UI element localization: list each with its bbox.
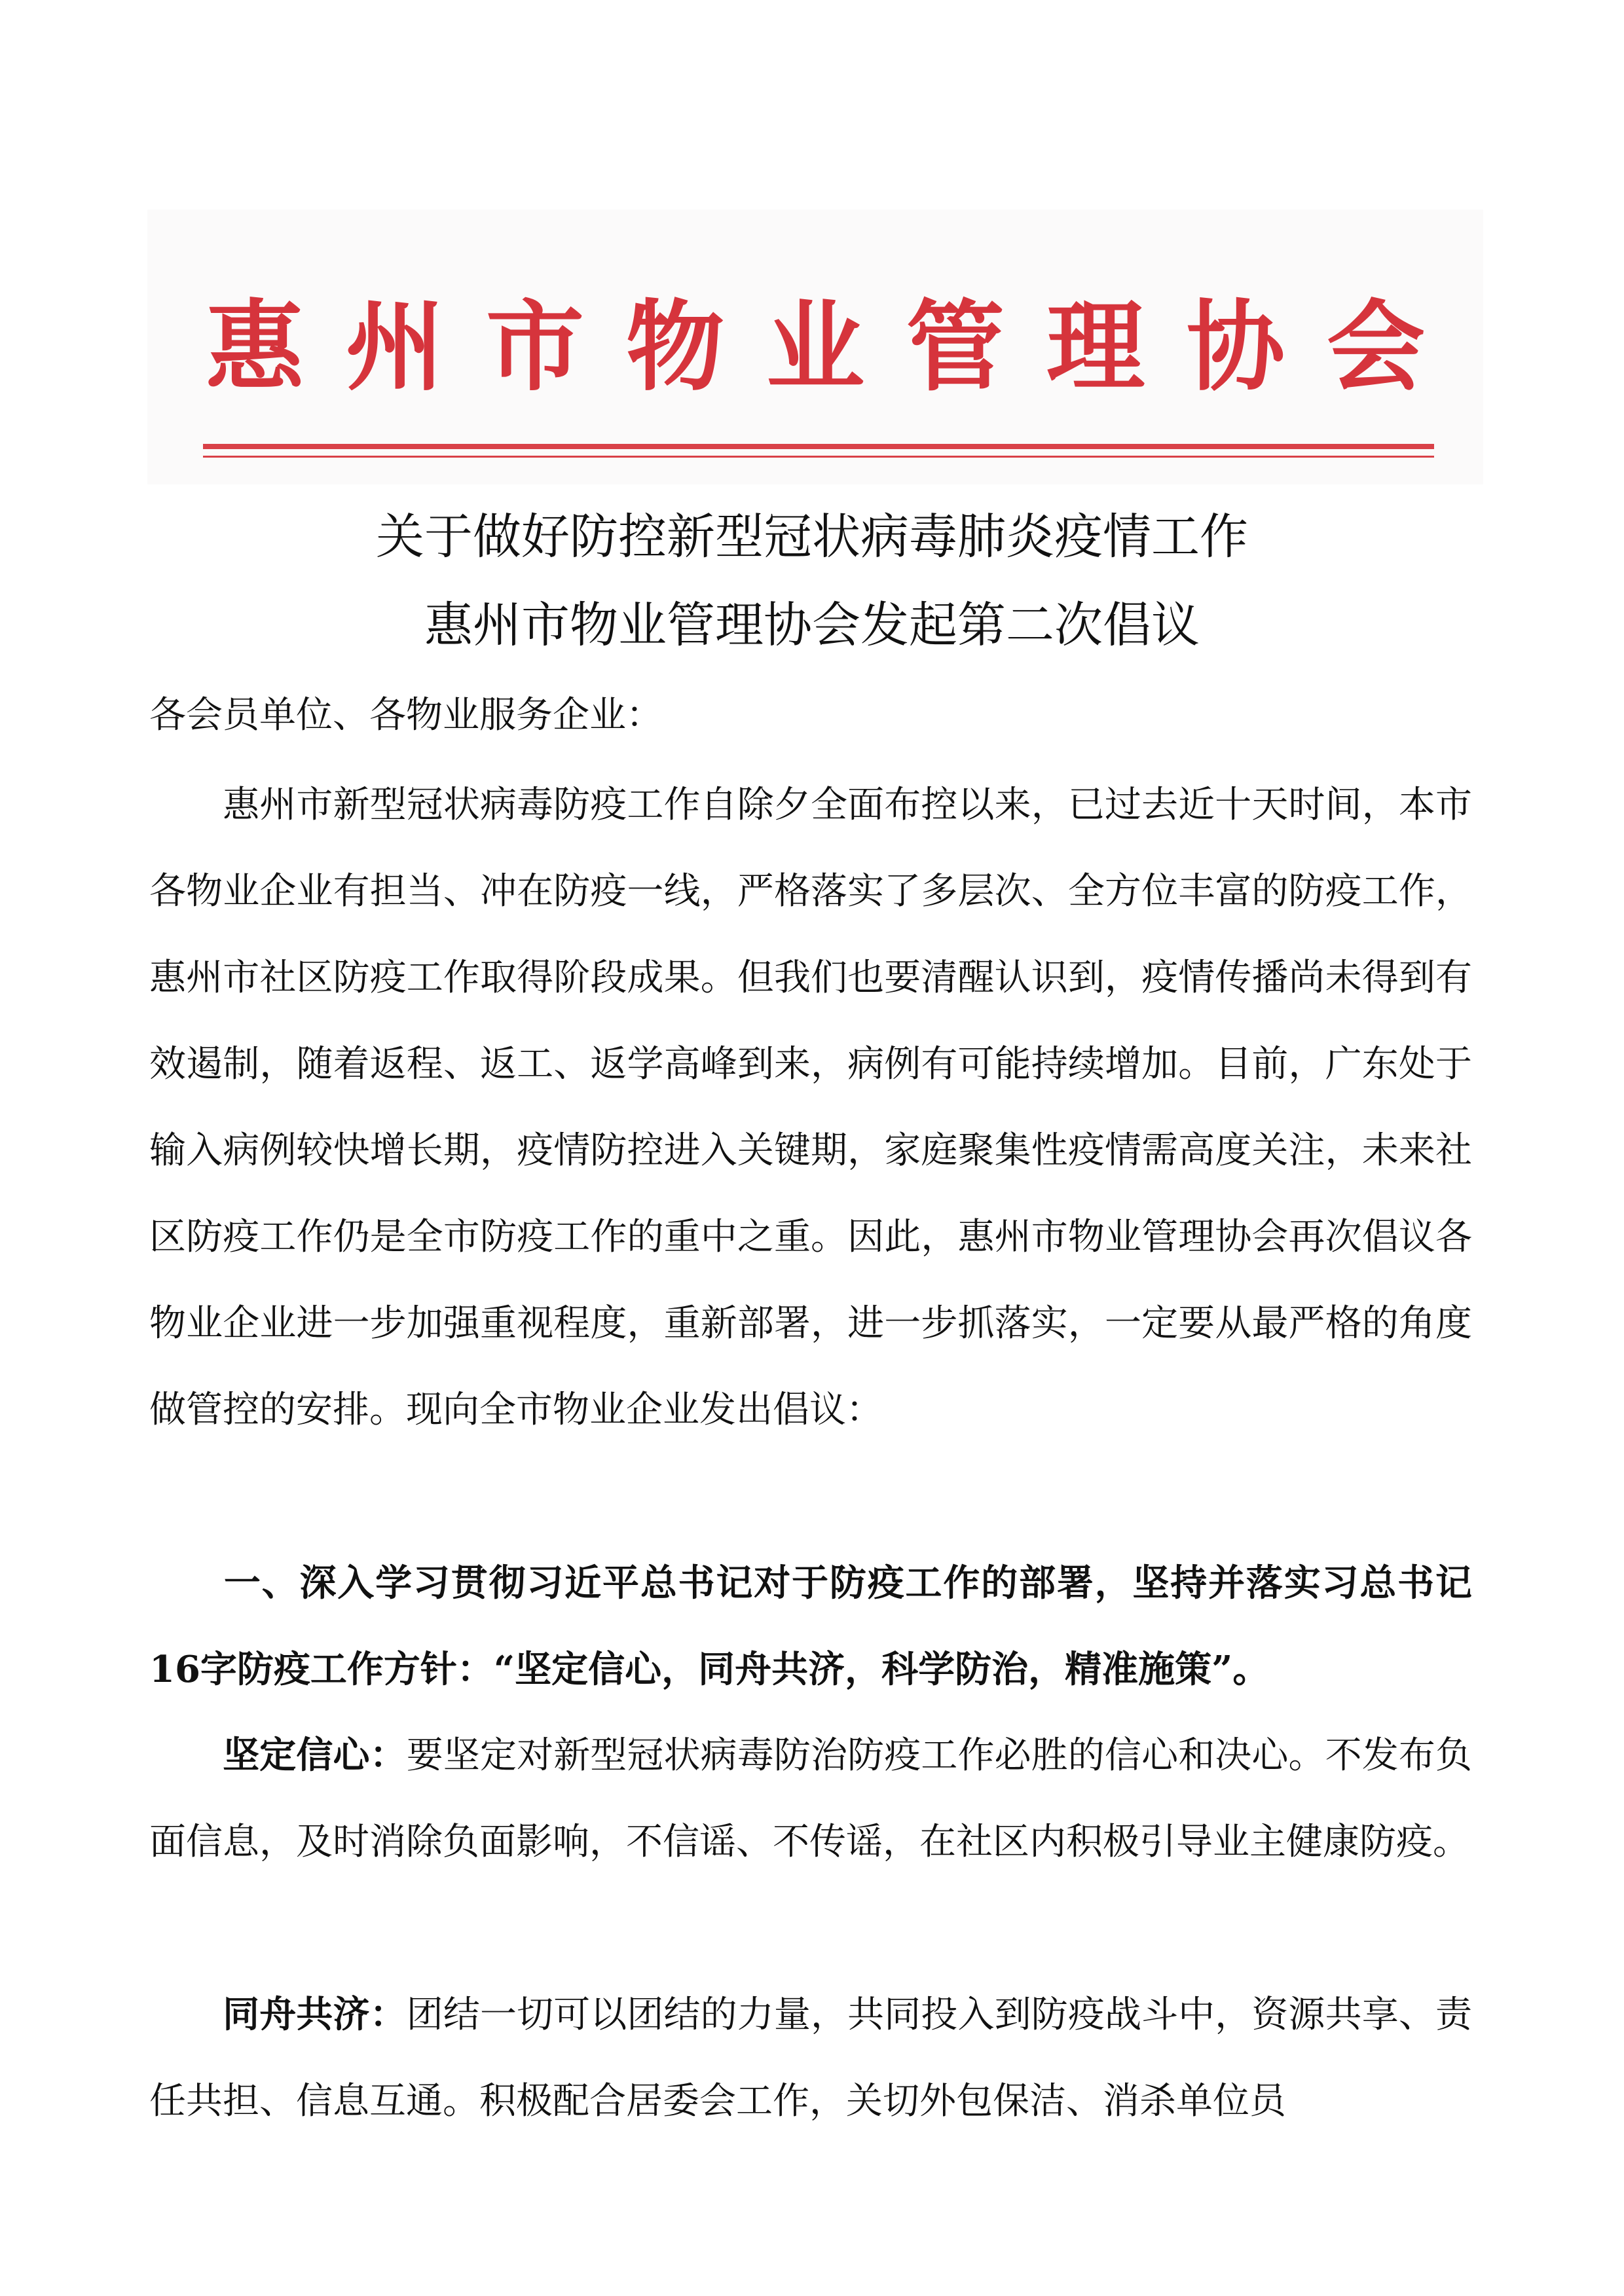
paragraph-introduction	[149, 762, 1472, 1453]
paragraph-solidarity	[149, 1972, 1472, 2145]
paragraph-point-one-text: 一、深入学习贯彻习近平总书记对于防疫工作的部署，坚持并落实习总书记16字防疫工作方针：“坚定信心，同舟共济，科学防治，精准施策”。	[149, 1561, 1472, 1691]
paragraph-confidence	[149, 1713, 1472, 1886]
paragraph-point-one	[149, 1540, 1472, 1713]
paragraph-solidarity-text: 团结一切可以团结的力量，共同投入到防疫战斗中，资源共享、责任共担、信息互通。积极配合居委会工作，关切外包保洁、消杀单位员	[149, 1994, 1473, 2123]
document-title-line-2: 惠州市物业管理协会发起第二次倡议	[424, 597, 1200, 653]
document-title-line-1: 关于做好防控新型冠状病毒肺炎疫情工作	[376, 509, 1248, 565]
salutation: 各会员单位、各物业服务企业：	[149, 694, 663, 737]
paragraph-solidarity-lead: 同舟共济：	[223, 1994, 407, 2036]
paragraph-confidence-text: 要坚定对新型冠状病毒防治防疫工作必胜的信心和决心。不发布负面信息，及时消除负面影响，不信谣、不传谣，在社区内积极引导业主健康防疫。	[149, 1734, 1473, 1863]
letterhead	[147, 210, 1483, 484]
organization-name: 惠州市物业管理协会	[205, 289, 1467, 405]
letterhead-rule-thin	[203, 456, 1434, 458]
paragraph-introduction-text: 惠州市新型冠状病毒防疫工作自除夕全面布控以来，已过去近十天时间，本市各物业企业有担当、冲在防疫一线，严格落实了多层次、全方位丰富的防疫工作，惠州市社区防疫工作取得阶段成果。但我们也要清醒认识到，疫情传播尚未得到有效遏制，随着返程、返工、返学高峰到来，病例有可能持续增加。目前，广东处于输入病例较快增长期，疫情防控进入关键期，家庭聚集性疫情需高度关注，未来社区防疫工作仍是全市防疫工作的重中之重。因此，惠州市物业管理协会再次倡议各物业企业进一步加强重视程度，重新部署，进一步抓落实，一定要从最严格的角度做管控的安排。现向全市物业企业发出倡议：	[149, 784, 1472, 1431]
paragraph-confidence-lead: 坚定信心：	[223, 1734, 407, 1777]
letterhead-rule-thick	[203, 444, 1434, 449]
